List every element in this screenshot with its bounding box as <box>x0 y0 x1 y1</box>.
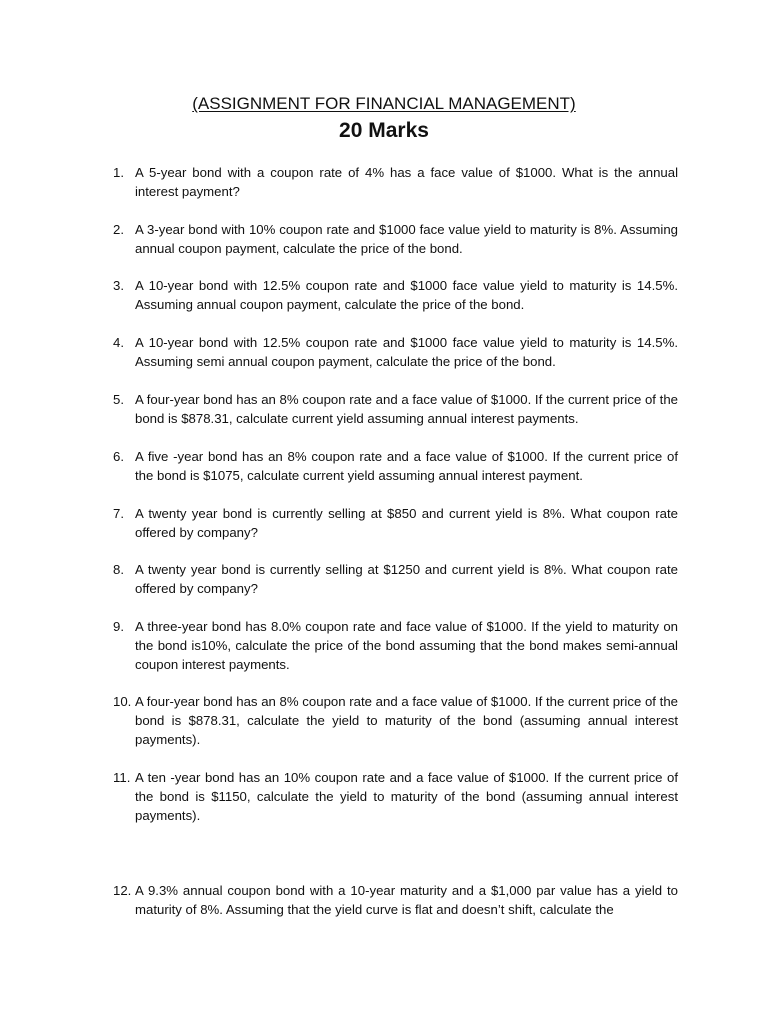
question-text: A 9.3% annual coupon bond with a 10-year maturity and a $1,000 par value has a yield to maturity of 8%. Assuming that the yield curve is flat and doesn’t shift, calculate the <box>135 883 678 917</box>
question-text: A 5-year bond with a coupon rate of 4% has a face value of $1000. What is the annual interest payment? <box>135 165 678 199</box>
question-text: A twenty year bond is currently selling at $850 and current yield is 8%. What coupon rate offered by company? <box>135 506 678 540</box>
question-item <box>113 447 678 485</box>
question-text: A 3-year bond with 10% coupon rate and $1000 face value yield to maturity is 8%. Assuming annual coupon payment, calculate the price of the bond. <box>135 222 678 256</box>
question-item <box>113 560 678 598</box>
question-item <box>113 768 678 825</box>
question-number: 10. <box>113 694 132 709</box>
question-item <box>113 333 678 371</box>
question-text: A four-year bond has an 8% coupon rate and a face value of $1000. If the current price of the bond is $878.31, calculate current yield assuming annual interest payments. <box>135 392 678 426</box>
question-number: 3. <box>113 278 124 293</box>
question-text: A twenty year bond is currently selling at $1250 and current yield is 8%. What coupon rate offered by company? <box>135 562 678 596</box>
question-item <box>113 881 678 919</box>
question-text: A three-year bond has 8.0% coupon rate and face value of $1000. If the yield to maturity on the bond is10%, calculate the price of the bond assuming that the bond makes semi-annual coupon interest payments. <box>135 619 678 672</box>
question-number: 5. <box>113 392 124 407</box>
question-number: 8. <box>113 562 124 577</box>
question-number: 6. <box>113 449 124 464</box>
question-item <box>113 163 678 201</box>
question-number: 12. <box>113 883 132 898</box>
question-item <box>113 504 678 542</box>
question-item <box>113 276 678 314</box>
question-item <box>113 220 678 258</box>
document-title: (ASSIGNMENT FOR FINANCIAL MANAGEMENT) <box>192 94 576 113</box>
question-item <box>113 390 678 428</box>
question-number: 9. <box>113 619 124 634</box>
question-number: 11. <box>113 770 131 785</box>
question-number: 4. <box>113 335 124 350</box>
question-item <box>113 617 678 674</box>
marks-heading: 20 Marks <box>339 119 429 142</box>
question-number: 7. <box>113 506 124 521</box>
question-number: 1. <box>113 165 124 180</box>
question-item <box>113 692 678 749</box>
question-number: 2. <box>113 222 124 237</box>
question-text: A ten -year bond has an 10% coupon rate and a face value of $1000. If the current price of the bond is $1150, calculate the yield to maturity of the bond (assuming annual interest payments). <box>135 770 678 823</box>
question-text: A 10-year bond with 12.5% coupon rate and $1000 face value yield to maturity is 14.5%. Assuming semi annual coupon payment, calculate the price of the bond. <box>135 335 678 369</box>
question-text: A 10-year bond with 12.5% coupon rate and $1000 face value yield to maturity is 14.5%. Assuming annual coupon payment, calculate the price of the bond. <box>135 278 678 312</box>
question-text: A five -year bond has an 8% coupon rate and a face value of $1000. If the current price of the bond is $1075, calculate current yield assuming annual interest payment. <box>135 449 678 483</box>
question-text: A four-year bond has an 8% coupon rate and a face value of $1000. If the current price of the bond is $878.31, calculate the yield to maturity of the bond (assuming annual interest payments). <box>135 694 678 747</box>
